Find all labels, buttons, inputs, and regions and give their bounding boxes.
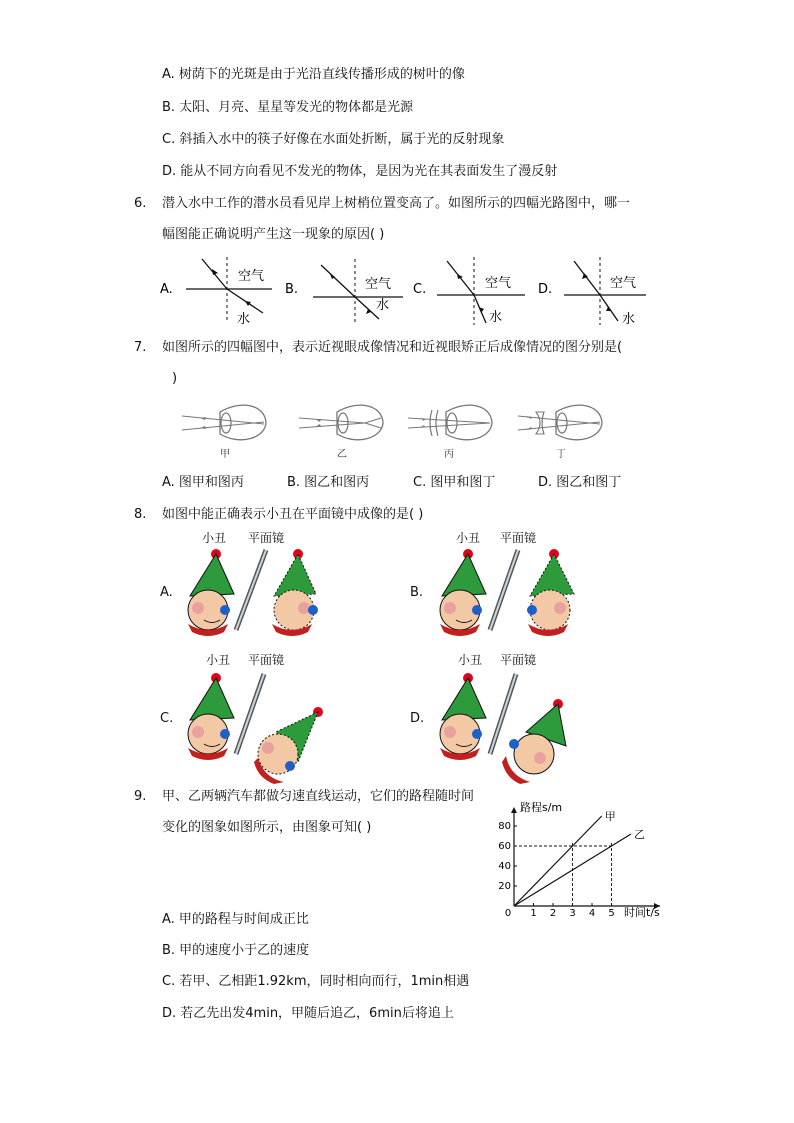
x-tick-label: 3 bbox=[569, 908, 576, 919]
q6-number: 6. bbox=[134, 196, 147, 211]
y-tick-label: 20 bbox=[498, 881, 511, 892]
svg-text:水: 水 bbox=[489, 310, 503, 325]
q7-option-c: C. 图甲和图丁 bbox=[413, 475, 496, 490]
svg-text:空气: 空气 bbox=[485, 276, 512, 291]
x-tick-label: 4 bbox=[588, 908, 596, 919]
svg-text:空气: 空气 bbox=[238, 269, 265, 284]
svg-text:空气: 空气 bbox=[610, 276, 637, 291]
svg-text:水: 水 bbox=[237, 312, 251, 327]
q6-figure-b bbox=[285, 255, 410, 331]
x-tick-label: 5 bbox=[608, 908, 615, 919]
svg-text:乙: 乙 bbox=[337, 449, 347, 460]
q6-stem-line1: 潜入水中工作的潜水员看见岸上树梢位置变高了。如图所示的四幅光路图中，哪一 bbox=[162, 196, 631, 211]
q7-number: 7. bbox=[134, 340, 147, 355]
svg-text:空气: 空气 bbox=[365, 277, 392, 292]
q5-option-a: A. 树荫下的光斑是由于光沿直线传播形成的树叶的像 bbox=[162, 67, 465, 82]
q7-stem-line1: 如图所示的四幅图中，表示近视眼成像情况和近视眼矫正后成像情况的图分别是( bbox=[162, 340, 623, 355]
q9-option-a: A. 甲的路程与时间成正比 bbox=[162, 912, 309, 927]
q5-option-d: D. 能从不同方向看见不发光的物体，是因为光在其表面发生了漫反射 bbox=[162, 164, 558, 179]
svg-text:水: 水 bbox=[376, 298, 390, 313]
q9-chart bbox=[490, 795, 680, 929]
q5-option-c: C. 斜插入水中的筷子好像在水面处折断，属于光的反射现象 bbox=[162, 132, 505, 147]
svg-text:水: 水 bbox=[622, 312, 636, 327]
q9-option-d: D. 若乙先出发4min，甲随后追乙，6min后将追上 bbox=[162, 1006, 454, 1021]
q7-eye-jia bbox=[178, 398, 274, 466]
svg-text:平面镜: 平面镜 bbox=[500, 531, 537, 545]
x-axis-label: 时间t/s bbox=[624, 906, 660, 919]
q8-figure-a bbox=[160, 528, 330, 642]
x-tick-label: 1 bbox=[530, 908, 537, 919]
svg-text:甲: 甲 bbox=[220, 449, 230, 460]
distance-time-chart bbox=[490, 795, 680, 925]
q8-figure-d bbox=[410, 650, 590, 794]
svg-text:B.: B. bbox=[410, 585, 424, 600]
svg-text:C.: C. bbox=[413, 282, 427, 297]
y-tick-label: 40 bbox=[498, 861, 511, 872]
q8-figure-b bbox=[410, 528, 580, 642]
svg-text:小丑: 小丑 bbox=[456, 531, 481, 545]
y-tick-label: 80 bbox=[498, 821, 511, 832]
q9-option-c: C. 若甲、乙相距1.92km，同时相向而行，1min相遇 bbox=[162, 974, 470, 989]
svg-text:小丑: 小丑 bbox=[202, 531, 227, 545]
svg-text:平面镜: 平面镜 bbox=[248, 653, 285, 667]
svg-text:B.: B. bbox=[285, 282, 299, 297]
q9-option-b: B. 甲的速度小于乙的速度 bbox=[162, 943, 310, 958]
q7-eye-ding bbox=[514, 398, 610, 466]
series-label: 甲 bbox=[604, 810, 616, 823]
q9-stem-line2: 变化的图象如图所示，由图象可知( ) bbox=[162, 820, 372, 835]
svg-text:平面镜: 平面镜 bbox=[248, 531, 285, 545]
y-axis-label: 路程s/m bbox=[520, 801, 563, 814]
y-tick-label: 60 bbox=[498, 841, 511, 852]
x-tick-label: 2 bbox=[549, 908, 557, 919]
q7-option-d: D. 图乙和图丁 bbox=[538, 475, 622, 490]
q6-figure-c bbox=[413, 255, 533, 331]
q7-option-b: B. 图乙和图丙 bbox=[287, 475, 370, 490]
svg-text:A.: A. bbox=[160, 282, 173, 297]
svg-text:C.: C. bbox=[160, 711, 174, 726]
series-label: 乙 bbox=[634, 828, 645, 841]
svg-text:丙: 丙 bbox=[444, 449, 454, 460]
q6-figure-a bbox=[160, 255, 280, 331]
q9-number: 9. bbox=[134, 789, 147, 804]
series-line bbox=[514, 816, 602, 906]
y-axis-arrow bbox=[511, 807, 517, 813]
svg-text:A.: A. bbox=[160, 585, 173, 600]
q6-figure-d bbox=[538, 255, 653, 331]
q9-stem-line1: 甲、乙两辆汽车都做匀速直线运动，它们的路程随时间 bbox=[162, 789, 475, 804]
svg-text:小丑: 小丑 bbox=[458, 653, 483, 667]
origin-label: 0 bbox=[504, 908, 512, 919]
svg-text:平面镜: 平面镜 bbox=[500, 653, 537, 667]
q8-stem: 如图中能正确表示小丑在平面镜中成像的是( ) bbox=[162, 507, 424, 522]
q7-eye-bing bbox=[404, 398, 500, 466]
svg-text:D.: D. bbox=[410, 711, 425, 726]
q6-stem-line2: 幅图能正确说明产生这一现象的原因( ) bbox=[162, 227, 385, 242]
q7-option-a: A. 图甲和图丙 bbox=[162, 475, 244, 490]
q5-option-b: B. 太阳、月亮、星星等发光的物体都是光源 bbox=[162, 100, 414, 115]
q7-stem-line2: ) bbox=[172, 371, 178, 386]
svg-text:小丑: 小丑 bbox=[206, 653, 231, 667]
q7-eye-yi bbox=[295, 398, 391, 466]
q8-number: 8. bbox=[134, 507, 147, 522]
q8-figure-c bbox=[160, 650, 340, 794]
svg-text:丁: 丁 bbox=[556, 449, 566, 460]
svg-text:D.: D. bbox=[538, 282, 553, 297]
